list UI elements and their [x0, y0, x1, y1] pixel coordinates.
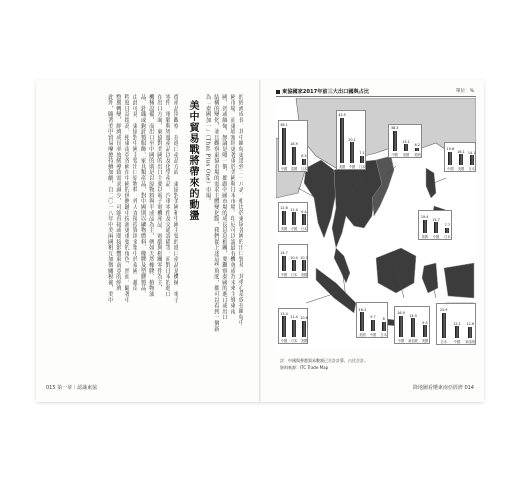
chart-bar: [455, 326, 459, 338]
category-label: 日本: [380, 332, 387, 337]
bar-value-label: 13.4: [280, 311, 288, 316]
category-label: 美國: [338, 164, 346, 169]
category-label: 泰國: [290, 166, 298, 171]
bar-value-label: 15.7: [432, 217, 440, 222]
figure-rule: [276, 96, 476, 97]
category-label: 泰國: [402, 152, 410, 157]
text-column: 品、針織或鉤針製服飾、家具類產品，對中國則以礦物燃料、橡膠及塑膠製品、: [139, 94, 146, 297]
category-label: 美國: [300, 338, 308, 343]
category-label: 新加坡: [465, 339, 476, 344]
export-bar-chart: [444, 142, 476, 172]
export-bar-chart: [388, 124, 422, 158]
category-label: 中國: [369, 332, 377, 337]
chart-bar: [282, 211, 286, 225]
map-figure: [276, 88, 476, 378]
category-label: 新加坡: [408, 338, 418, 343]
bar-value-label: 11.4: [290, 207, 298, 212]
text-column: 在出口方面，東協對美國的出口主要以電子電機產品、電腦與相關零件為主，: [156, 94, 162, 292]
category-label: 中國: [290, 226, 298, 231]
bar-value-label: 7.7: [444, 223, 451, 228]
category-label: 中國: [280, 272, 288, 277]
bar-value-label: 11.6: [466, 322, 475, 327]
export-bar-chart: [278, 308, 308, 344]
text-column: 國，甚或緬甸、無論是哪一個，都跟中國市場的成長息息相關，要觀察泰國的進口或出口: [221, 94, 227, 321]
bar-value-label: 19.4: [420, 215, 429, 220]
category-label: 日本: [440, 339, 447, 344]
bar-value-label: 13.1: [402, 139, 410, 144]
bar-value-label: 19.8: [446, 147, 455, 152]
text-column: 機械設備，而出口至中國的則是以原物料與半成品為主，例如天然橡膠、植物油: [147, 94, 154, 297]
text-column: 的經濟成長，其中緬甸更達到二一八%。相比於東協各國的出口貿易，其重心是放在緬甸中: [237, 94, 244, 326]
bar-value-label: 10.4: [290, 255, 298, 260]
chart-bar: [382, 322, 386, 331]
chart-bar: [350, 142, 354, 163]
export-bar-chart: [278, 202, 308, 232]
text-column: 從產品別觀察，在進口產品方面，東協對美國和中國主要的進口產品是機械、電子: [172, 94, 179, 303]
export-bar-chart: [418, 210, 452, 240]
export-bar-chart: [336, 110, 366, 170]
export-bar-chart: [278, 244, 308, 278]
bar-value-label: 14.9: [409, 313, 417, 318]
square-bullet-icon: [276, 90, 280, 94]
category-label: 中國: [391, 152, 398, 157]
bar-value-label: 16.1: [457, 149, 465, 154]
bar-value-label: 16.9: [397, 311, 405, 316]
chart-bar: [411, 318, 415, 337]
bar-value-label: 6.2: [414, 143, 421, 148]
category-label: 美國: [414, 152, 421, 157]
text-column: 國市場，而東埔寨則更著重於美國與日本市場，印尼可以說最有機會成為未來主導東南: [229, 94, 236, 315]
figure-title: [276, 88, 369, 95]
category-label: 中國: [447, 166, 454, 171]
book-gutter: [259, 80, 261, 402]
category-label: 美國: [359, 332, 366, 337]
text-column: 此外，隨著美中貿易摩擦持續加劇，自二〇一八年中美兩國相互加徵關稅後，美中: [106, 94, 113, 303]
category-label: 日本: [290, 272, 298, 277]
chart-bar: [302, 214, 306, 225]
chart-bar: [415, 148, 419, 151]
chart-bar: [302, 321, 306, 337]
bar-value-label: 14.1: [467, 150, 476, 155]
figure-note-1: 註：中國與香港貿易數額已合計計算，占比合計。: [280, 358, 368, 363]
text-column: 整風轉變，經濟成長率放緩導致需求減少，可能直接或間接影響東南亞的經濟: [115, 94, 121, 292]
category-label: 美國: [457, 166, 465, 171]
chart-bar: [282, 128, 286, 165]
text-column: 結構的變化，並且觀察東協市場的需求主體變化點，我們從上述這些角度，都可以看到一個新: [212, 94, 219, 332]
category-label: 日本: [444, 234, 451, 239]
chart-bar: [302, 159, 306, 165]
bar-value-label: 11.4: [290, 315, 298, 320]
chart-bar: [448, 152, 452, 165]
chart-bar: [459, 154, 463, 165]
bar-value-label: 10.3: [300, 255, 308, 260]
export-bar-chart: [394, 306, 430, 344]
chart-bar: [423, 325, 427, 337]
export-bar-chart: [436, 303, 476, 345]
chart-bar: [445, 228, 449, 233]
bar-value-label: 12.6: [280, 206, 288, 211]
category-label: 中國: [348, 164, 356, 169]
category-label: 日本: [468, 166, 475, 171]
category-label: 中國: [280, 166, 288, 171]
chart-bar: [292, 147, 296, 165]
bar-value-label: 9.7: [370, 315, 376, 320]
bar-value-label: 20.1: [348, 137, 356, 142]
export-bar-chart: [356, 302, 388, 338]
chart-bar: [393, 131, 397, 151]
bar-value-label: 7.1: [359, 151, 365, 156]
category-label: 美國: [280, 226, 288, 231]
export-bar-chart: [278, 120, 308, 172]
section-heading: 美中貿易戰將帶來的動盪: [187, 100, 198, 221]
figure-title-text: 東協國家2017年前三大出口國與占比: [282, 89, 370, 95]
chart-bar: [292, 320, 296, 337]
chart-bar: [360, 312, 364, 331]
category-label: 美國: [300, 272, 308, 277]
bar-value-label: 38.3: [390, 126, 399, 131]
category-label: 日本: [300, 166, 308, 171]
chart-bar: [292, 260, 296, 271]
chart-bar: [470, 155, 474, 165]
category-label: 美國: [421, 234, 428, 239]
text-column: 由此可見，東協對中國主要出口原物料，外人直接投資則多集中於泰國、越南: [131, 94, 138, 292]
chart-bar: [404, 144, 408, 151]
chart-bar: [468, 327, 472, 338]
chart-bar: [442, 313, 446, 338]
bar-value-label: 6.5: [301, 154, 307, 159]
bar-value-label: 18.9: [290, 142, 298, 147]
left-page-footer: 015 第一章｜認識東協: [46, 385, 98, 391]
category-label: 日本: [300, 226, 308, 231]
text-column: 程度日益提高，使東南亞各國在中國的供應鏈中扮演更重要的角色，然而，隨著中: [123, 94, 130, 303]
bar-value-label: 8: [382, 317, 385, 322]
bar-value-label: 10.6: [300, 316, 308, 321]
bar-value-label: 16.3: [358, 307, 367, 312]
category-label: 中國: [453, 339, 461, 344]
category-label: 日本: [358, 164, 366, 169]
figure-note-2: 資料來源：ITC Trade Map: [280, 365, 329, 370]
chart-bar: [282, 256, 286, 271]
bar-value-label: 12.1: [453, 321, 461, 326]
bar-value-label: 9.5: [422, 320, 428, 325]
chart-bar: [371, 320, 375, 331]
figure-unit: 單位：%: [455, 89, 474, 94]
chart-bar: [360, 156, 364, 163]
chart-bar: [399, 316, 403, 337]
category-label: 日本: [290, 338, 298, 343]
text-column: 為「泰國加一」（Thai Plus One）市場。: [204, 94, 211, 205]
bar-value-label: 25.9: [439, 308, 448, 313]
chart-bar: [292, 212, 296, 225]
bar-value-label: 14.7: [280, 251, 288, 256]
chart-bar: [282, 316, 286, 337]
chart-bar: [340, 118, 344, 163]
category-label: 中國: [432, 234, 440, 239]
bar-value-label: 38.1: [280, 123, 288, 128]
category-label: 中國: [280, 338, 288, 343]
book-spread: [36, 80, 484, 402]
chart-bar: [302, 260, 306, 271]
category-label: 中國: [397, 338, 405, 343]
bar-value-label: 43.5: [338, 113, 346, 118]
right-page-footer: 降地圖看懂東南亞經濟 014: [412, 385, 474, 391]
text-column: 零件、電腦與周邊產品以及化學產品、汽車零件及交通設備等，而對日本的進口: [164, 94, 171, 297]
bar-value-label: 9.4: [301, 209, 307, 214]
chart-bar: [423, 220, 427, 233]
category-label: 美國: [421, 338, 429, 343]
chart-bar: [434, 222, 438, 233]
